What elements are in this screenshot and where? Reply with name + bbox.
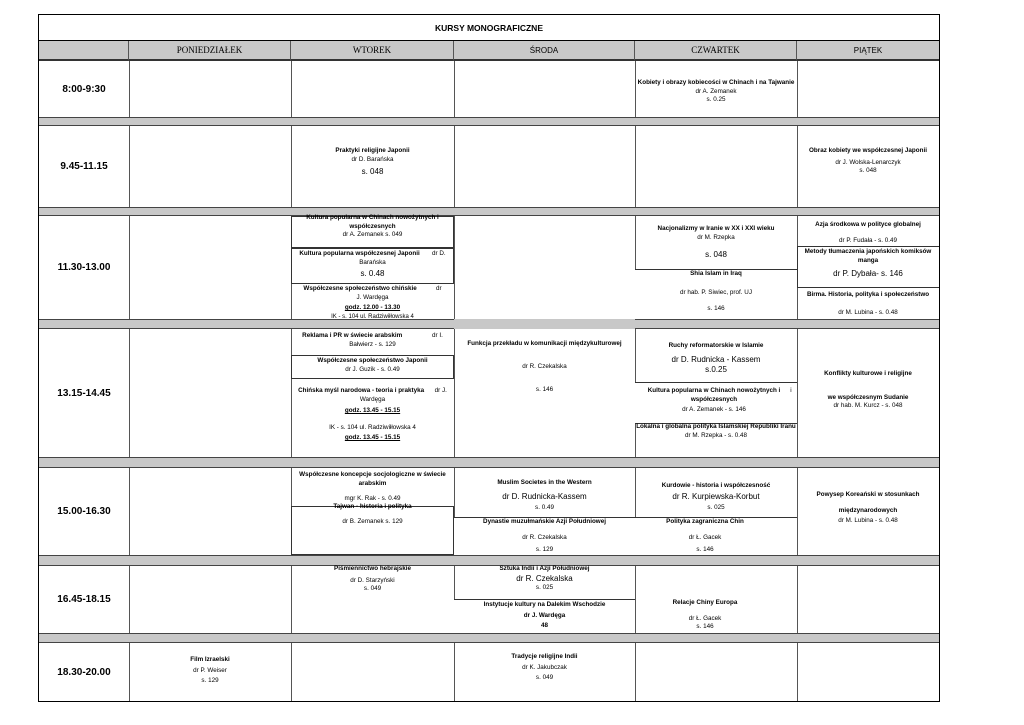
course-title: Tradycje religijne Indii (511, 653, 578, 660)
course-title: we współczesnym Sudanie (827, 393, 909, 401)
course-room: s. 129 (201, 677, 219, 684)
course-room: s. 048 (859, 167, 877, 174)
course-teacher-prefix: dr J. (434, 387, 447, 394)
course-title: Praktyki religijne Japonii (335, 147, 410, 154)
course-room: s. 146 (535, 386, 554, 393)
course-title: Piśmiennictwo hebrajskie (334, 565, 411, 572)
timetable (38, 14, 940, 702)
course-title: międzynarodowych (838, 506, 898, 514)
course-block (797, 147, 939, 176)
course-title: Nacjonalizmy w Iranie w XX i XXI wieku (657, 225, 775, 232)
course-block (456, 340, 633, 395)
timetable-title: KURSY MONOGRAFICZNE (39, 15, 939, 41)
course-teacher: dr J. Wolska-Lenarczyk (835, 158, 901, 166)
grid-line (129, 61, 130, 701)
course-time: godz. 12.00 - 13.30 (344, 304, 401, 311)
course-teacher: Bałwierz - s. 129 (349, 340, 396, 348)
course-title: Polityka zagraniczna Chin (666, 518, 744, 525)
course-teacher: dr R. Czekalska (516, 573, 573, 583)
course-block (797, 491, 939, 526)
course-title: Kultura popularna w Chinach nowożytnych i współczesnych (306, 214, 439, 230)
course-teacher: dr R. Kurpiewska-Korbut (672, 491, 760, 501)
course-room: IK - s. 104 ul. Radziwiłłowska 4 (329, 423, 416, 431)
course-title: Konflikty kulturowe i religijne (824, 370, 912, 377)
header-wednesday: ŚRODA (454, 41, 635, 61)
course-block (635, 423, 797, 440)
course-title: Azja środkowa w polityce globalnej (815, 221, 921, 228)
course-block (635, 79, 797, 105)
course-teacher: Wardęga (359, 395, 386, 403)
course-teacher-prefix: dr I. (432, 332, 443, 339)
course-room: s. 049 (363, 585, 382, 592)
time-slot-3: 11.30-13.00 (57, 262, 111, 273)
course-teacher: dr R. Czekalska (522, 533, 567, 541)
course-teacher: dr A. Zemanek - s. 146 (682, 406, 746, 413)
course-teacher: dr B. Zemanek s. 129 (342, 517, 403, 525)
course-room: s. 0.25 (706, 96, 726, 103)
course-teacher: dr R. Czekalska (522, 362, 567, 370)
header-thursday: CZWARTEK (635, 41, 797, 61)
time-slot-1: 8:00-9:30 (62, 83, 106, 95)
course-title: Sztuka Indii i Azji Południowej (499, 565, 590, 572)
course-teacher: mgr K. Rak - s. 0.49 (344, 495, 401, 502)
course-room: s.0.25 (705, 365, 727, 375)
course-teacher: dr D. Barańska (351, 155, 394, 163)
course-block (293, 332, 452, 349)
course-block (293, 387, 452, 443)
course-block (293, 471, 452, 504)
course-room: s. 048 (361, 167, 384, 176)
course-title: Shia Islam in Iraq (690, 270, 742, 277)
course-block (291, 147, 454, 178)
course-title: Obraz kobiety we współczesnej Japonii (809, 147, 927, 154)
header-tuesday: WTOREK (291, 41, 454, 61)
course-block (456, 479, 633, 513)
header-corner (39, 41, 129, 61)
course-block (635, 599, 775, 632)
time-slot-5: 15.00-16.30 (57, 506, 111, 517)
course-teacher: dr A. Zemanek (695, 87, 737, 95)
course-block (293, 250, 452, 280)
course-block (635, 518, 775, 555)
course-title: Współczesne koncepcje socjologiczne w świecie arabskim (299, 471, 446, 487)
time-slot-2: 9.45-11.15 (60, 161, 108, 172)
course-block (456, 601, 633, 631)
course-title: Instytucje kultury na Dalekim Wschodzie (483, 601, 606, 608)
course-room: s. 0.49 (535, 504, 554, 512)
course-mark: i (790, 387, 792, 394)
course-teacher: dr hab. P. Siwiec, prof. UJ (680, 288, 752, 296)
course-block (456, 565, 633, 593)
course-title: Birma. Historia, polityka i społeczeństwo (806, 291, 930, 298)
course-teacher: dr hab. M. Kurcz - s. 048 (833, 402, 903, 409)
course-title: Film Izraelski (190, 656, 230, 663)
course-title: Tajwan - historia i polityka (333, 503, 412, 510)
course-block (293, 357, 452, 374)
course-block (635, 270, 797, 314)
course-block (639, 387, 789, 415)
course-teacher: dr D. Rudnicka - Kassem (671, 354, 761, 364)
course-block (797, 221, 939, 245)
course-teacher: dr P. Weiser (193, 666, 227, 674)
course-teacher: dr J. Guzik - s. 0.49 (345, 365, 400, 373)
course-block (293, 214, 452, 240)
course-title: Kobiety i obrazy kobiecości w Chinach i na Tajwanie (637, 79, 795, 86)
time-slot-6: 16.45-18.15 (57, 594, 111, 605)
course-room: s. 0.48 (360, 269, 385, 278)
course-teacher-prefix: dr D. (431, 250, 446, 257)
course-title: Reklama i PR w świecie arabskim (302, 332, 403, 339)
row-separator (39, 457, 939, 468)
course-room: s. 025 (535, 584, 554, 592)
course-teacher: dr Ł. Gacek (688, 614, 722, 622)
course-title: Muslim Societes in the Western (497, 479, 592, 486)
course-title: Kurdowie - historia i współczesność (661, 482, 771, 489)
course-teacher: J. Wardęga (356, 293, 389, 301)
course-block (797, 291, 939, 317)
course-room: s. 146 (696, 546, 714, 553)
time-slot-7: 18.30-20.00 (57, 666, 111, 678)
course-room: 48 (540, 622, 548, 629)
course-room: s. 048 (705, 250, 727, 259)
row-separator (39, 117, 939, 126)
course-block (129, 656, 291, 686)
course-teacher: dr K. Jakubczak (522, 663, 567, 671)
time-slot-4: 13.15-14.45 (57, 387, 111, 399)
course-room: s. 146 (707, 305, 725, 312)
course-title: Kultura popularna w Chinach nowożytnych i współczesnych (647, 387, 781, 403)
course-block (456, 518, 633, 555)
course-teacher: dr A. Zemanek s. 049 (342, 231, 403, 238)
row-separator (454, 319, 635, 329)
course-room: s. 146 (696, 623, 714, 630)
course-time: godz. 13.45 - 15.15 (344, 407, 401, 414)
course-block (293, 285, 452, 321)
course-title: Współczesne społeczeństwo chińskie (303, 285, 417, 292)
row-separator (39, 207, 939, 216)
course-title: Metody tłumaczenia japońskich komiksów manga (804, 248, 932, 264)
course-room: s. 025 (707, 504, 725, 512)
course-teacher: dr P. Dybała- s. 146 (833, 269, 903, 278)
header-friday: PIĄTEK (797, 41, 939, 61)
course-title: Lokalna i globalna polityka Islamskiej Republiki Iranu (636, 423, 796, 430)
course-teacher: dr J. Wardęga (523, 611, 566, 619)
course-title: Ruchy reformatorskie w Islamie (668, 342, 764, 349)
course-teacher: Barańska (359, 258, 386, 266)
course-block (799, 248, 937, 280)
course-block (635, 225, 797, 261)
course-room: IK - s. 104 ul. Radziwiłłowska 4 (331, 313, 414, 320)
course-teacher: dr M. Lubina - s. 0.48 (838, 308, 898, 316)
course-teacher: dr D. Starzyński (350, 576, 395, 584)
course-teacher: dr M. Rzepka (697, 233, 735, 241)
course-title: Funkcja przekładu w komunikacji międzykulturowej (467, 340, 622, 347)
course-block (293, 503, 452, 526)
course-teacher: dr Ł. Gacek (688, 533, 722, 541)
course-teacher: dr D. Rudnicka-Kassem (502, 491, 587, 501)
course-block (293, 565, 452, 594)
course-title: Relacje Chiny Europa (672, 599, 738, 606)
course-block (456, 653, 633, 683)
header-monday: PONIEDZIAŁEK (129, 41, 291, 61)
row-separator (39, 633, 939, 643)
course-block (635, 342, 797, 376)
course-room: s. 129 (535, 546, 554, 553)
course-teacher: dr P. Fudała - s. 0.49 (839, 236, 897, 244)
course-title: Kultura popularna współczesnej Japonii (299, 250, 420, 257)
course-block (797, 370, 939, 411)
course-teacher: dr M. Rzepka - s. 0.48 (685, 431, 747, 439)
course-teacher: dr M. Lubina - s. 0.48 (838, 517, 898, 524)
course-block (635, 482, 797, 513)
course-title: Współczesne społeczeństwo Japonii (317, 357, 428, 364)
course-teacher-prefix: dr (436, 285, 442, 292)
course-room: s. 049 (535, 674, 554, 681)
course-time: godz. 13.45 - 15.15 (344, 434, 401, 441)
course-title: Powysep Koreański w stosunkach (816, 491, 920, 498)
course-title: Chińska myśl narodowa - teoria i praktyka (298, 387, 425, 394)
course-title: Dynastie muzułmańskie Azji Południowej (483, 518, 606, 525)
